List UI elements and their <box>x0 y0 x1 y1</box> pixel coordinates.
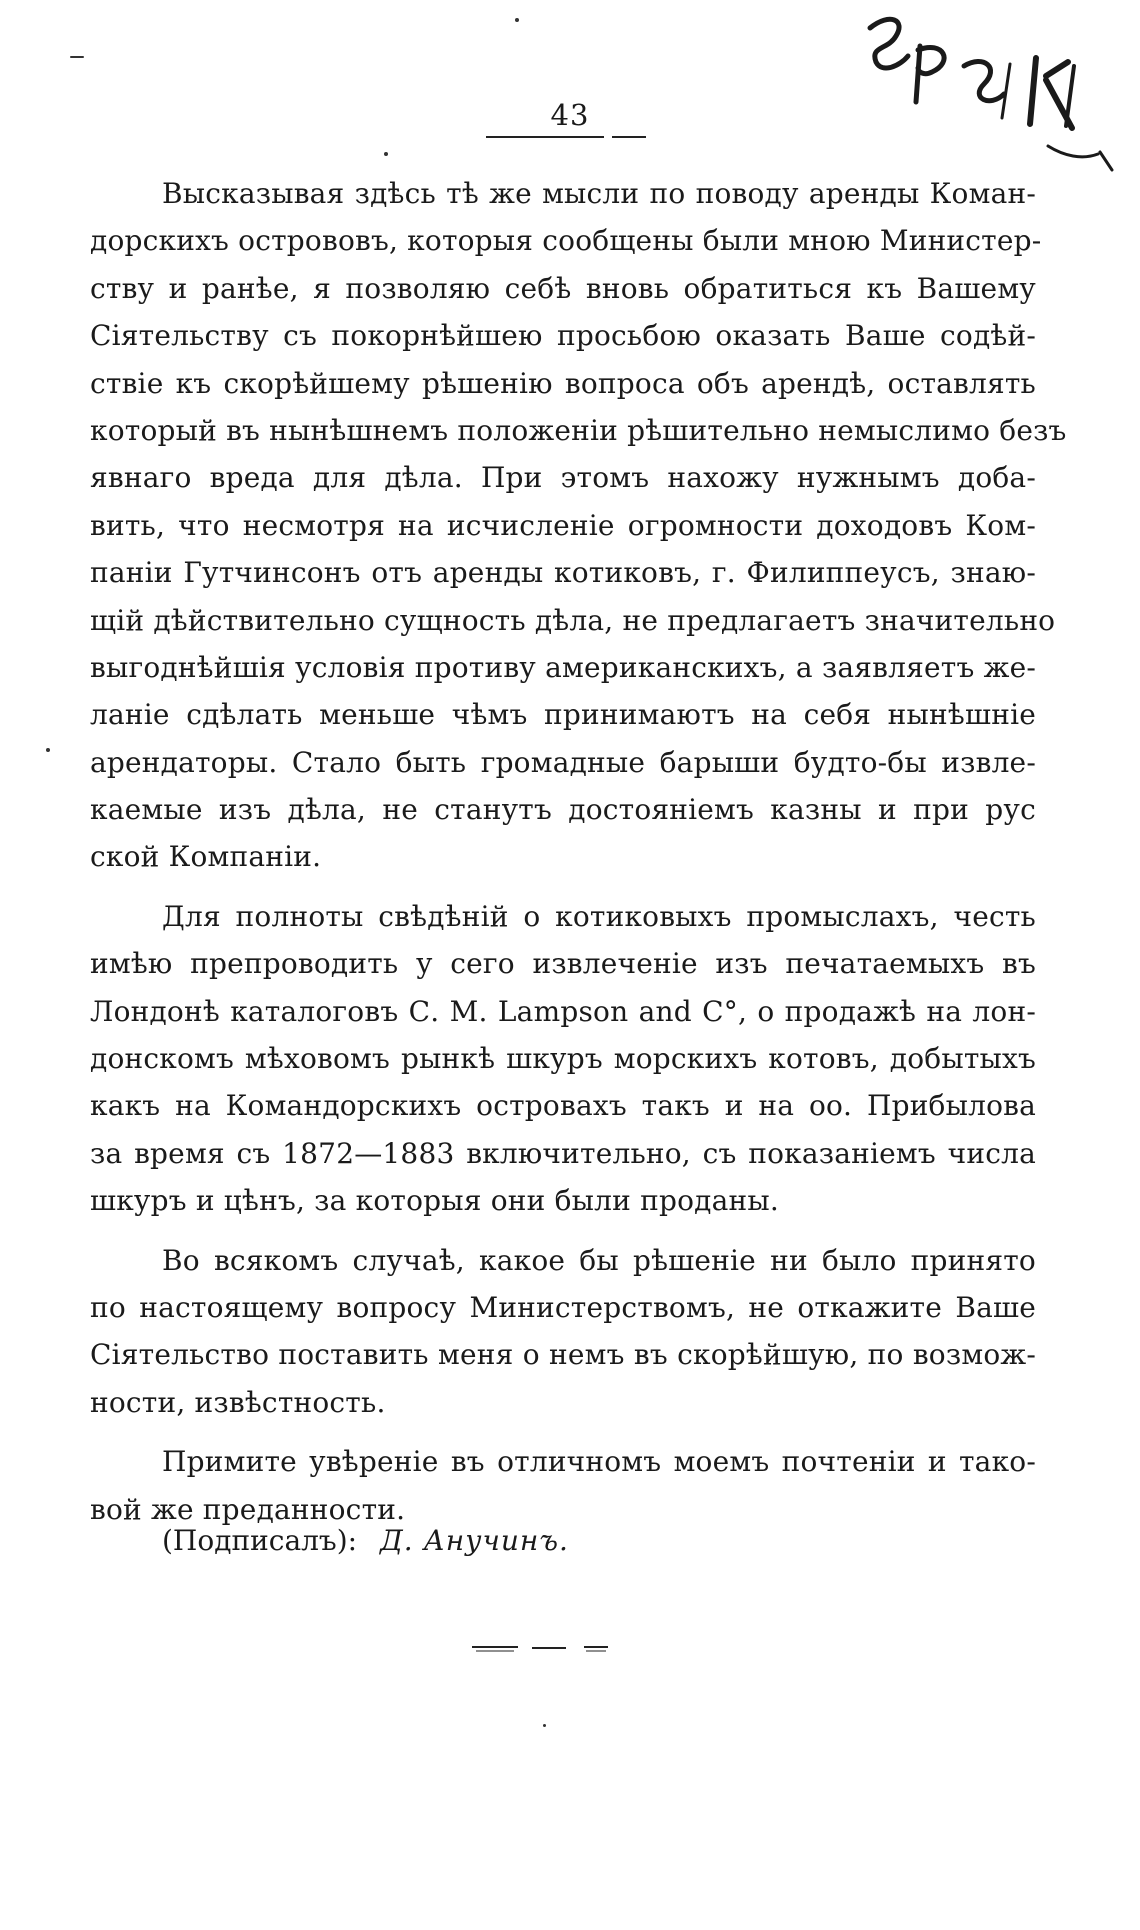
text-line: выгоднѣйшія условія противу американскихъ, а заявляетъ же- <box>90 650 1036 684</box>
page-number-rule-right <box>612 136 646 138</box>
handwritten-note <box>860 6 1120 176</box>
text-line: Сіятельство поставить меня о немъ въ скорѣйшую, по возмож- <box>90 1338 1036 1372</box>
signature-label: (Подписалъ): <box>162 1524 358 1557</box>
text-line: за время съ 1872—1883 включительно, съ показаніемъ числа <box>90 1136 1036 1170</box>
page-number: 43 <box>550 98 590 132</box>
text-line: дорскихъ острововъ, которыя сообщены были мною Министер- <box>90 224 1042 258</box>
text-line: ской Компаніи. <box>90 840 322 874</box>
signature-name: Д. Анучинъ. <box>380 1524 569 1557</box>
paragraph-2 <box>90 893 1036 1225</box>
text-line: Во всякомъ случаѣ, какое бы рѣшеніе ни было принято <box>162 1243 1036 1277</box>
text-line: ствіе къ скорѣйшему рѣшенію вопроса объ арендѣ, оставлять <box>90 366 1036 400</box>
scan-speck <box>46 748 50 752</box>
closing-rule <box>470 1642 630 1656</box>
scan-speck <box>384 152 388 156</box>
page-number-rule <box>486 136 604 138</box>
text-line: вить, что несмотря на исчисленіе огромности доходовъ Ком- <box>90 508 1036 542</box>
text-line: каемые изъ дѣла, не станутъ достояніемъ казны и при рус <box>90 793 1036 827</box>
text-line: щій дѣйствительно сущность дѣла, не предлагаетъ значительно <box>90 603 1056 637</box>
scan-speck <box>543 1724 546 1727</box>
text-line: паніи Гутчинсонъ отъ аренды котиковъ, г. Филиппеусъ, знаю- <box>90 556 1036 590</box>
text-line: ланіе сдѣлать меньше чѣмъ принимаютъ на себя нынѣшніе <box>90 698 1036 732</box>
paragraph-3 <box>90 1237 1036 1427</box>
paragraph-1 <box>90 170 1067 881</box>
text-line: Лондонѣ каталоговъ С. М. Lampson and C°, о продажѣ на лон- <box>90 994 1036 1028</box>
text-line: Высказывая здѣсь тѣ же мысли по поводу аренды Коман- <box>162 177 1036 210</box>
text-line: который въ нынѣшнемъ положеніи рѣшительно немыслимо безъ <box>90 413 1067 447</box>
text-line: Примите увѣреніе въ отличномъ моемъ почтеніи и тако- <box>162 1445 1036 1479</box>
letter-body <box>90 170 1067 1533</box>
text-line: ности, извѣстность. <box>90 1385 386 1419</box>
text-line: по настоящему вопросу Министерствомъ, не откажите Ваше <box>90 1290 1036 1324</box>
text-line: арендаторы. Стало быть громадные барыши будто-бы извле- <box>90 745 1036 779</box>
text-line: Для полноты свѣдѣній о котиковыхъ промыслахъ, честь <box>162 899 1036 933</box>
scan-speck <box>70 56 84 58</box>
text-line: шкуръ и цѣнъ, за которыя они были проданы. <box>90 1184 779 1218</box>
paragraph-4 <box>90 1438 1036 1533</box>
text-line: явнаго вреда для дѣла. При этомъ нахожу нужнымъ доба- <box>90 461 1036 495</box>
text-line: донскомъ мѣховомъ рынкѣ шкуръ морскихъ котовъ, добытыхъ <box>90 1042 1036 1076</box>
signature-line <box>162 1524 569 1557</box>
scan-speck <box>515 18 519 22</box>
text-line: какъ на Командорскихъ островахъ такъ и на оо. Прибылова <box>90 1089 1036 1123</box>
text-line: имѣю препроводить у сего извлеченіе изъ печатаемыхъ въ <box>90 947 1036 981</box>
text-line: вой же преданности. <box>90 1492 406 1526</box>
text-line: ству и ранѣе, я позволяю себѣ вновь обратиться къ Вашему <box>90 271 1036 305</box>
text-line: Сіятельству съ покорнѣйшею просьбою оказать Ваше содѣй- <box>90 319 1036 353</box>
